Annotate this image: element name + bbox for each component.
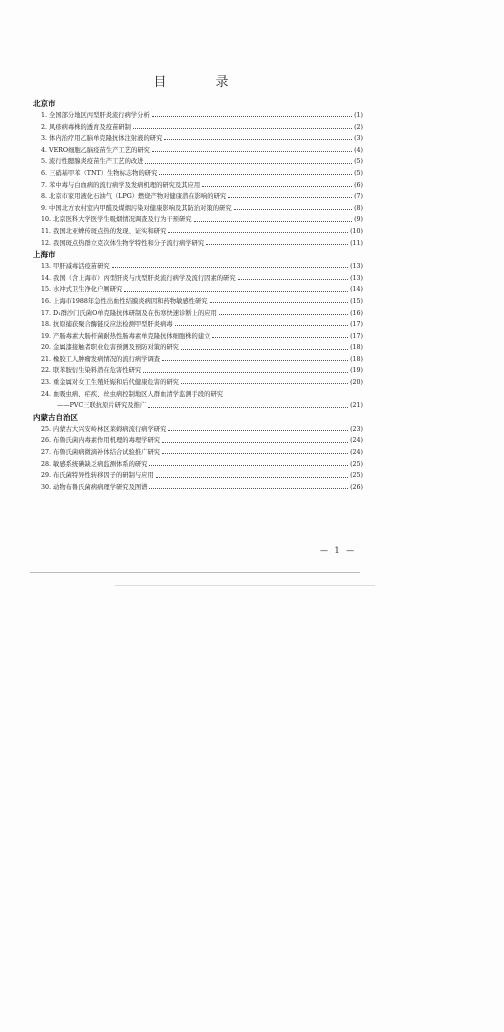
entry-page: (10) <box>350 227 363 235</box>
entry-page: (25) <box>350 472 363 480</box>
dot-leader <box>164 139 352 140</box>
entry-title: 北京市家用液化石油气（LPG）燃烧产物对健康潜在影响的研究 <box>49 193 227 201</box>
section-heading: 内蒙古自治区 <box>33 412 78 422</box>
toc-entry[interactable] <box>33 470 363 482</box>
dot-leader <box>159 174 352 175</box>
dot-leader <box>206 244 348 245</box>
toc-entry[interactable] <box>33 389 363 401</box>
dot-leader <box>143 372 348 373</box>
dot-leader <box>210 302 348 303</box>
entry-title: 北京医科大学医学生吸烟情况调查及行为干预研究 <box>53 216 192 224</box>
entry-number: 19. <box>41 332 52 340</box>
dot-leader <box>162 453 348 454</box>
entry-number: 3. <box>41 135 48 143</box>
toc-entry[interactable] <box>33 447 363 459</box>
entry-page: (13) <box>350 263 363 271</box>
toc-entry[interactable] <box>33 156 363 168</box>
entry-title: 中国北方农村室内甲醛及煤烟污染对健康影响及其防治对策的研究 <box>49 204 232 212</box>
entry-title: 布鲁氏菌内毒素作用机理的毒理学研究 <box>53 437 161 445</box>
toc-entry[interactable] <box>33 377 363 389</box>
entry-title: 联苯胺衍生染料潜在危害性研究 <box>53 367 142 375</box>
entry-number: 24. <box>41 390 52 398</box>
entry-page: (8) <box>354 204 363 212</box>
toc-entry[interactable] <box>33 342 363 354</box>
toc-entry-continuation[interactable] <box>33 400 363 412</box>
toc-entry[interactable] <box>33 435 363 447</box>
toc-entry[interactable] <box>33 331 363 343</box>
entry-number: 2. <box>41 123 48 131</box>
entry-title: 全国部分地区丙型肝炎流行病学分析 <box>49 112 150 119</box>
entry-title: 水冲式卫生净化户厕研究 <box>53 286 123 294</box>
toc-entry[interactable] <box>33 122 363 134</box>
entry-page: (17) <box>350 321 363 329</box>
entry-title: 敏感系统碘缺乏病监测体系的研究 <box>53 460 148 468</box>
entry-number: 9. <box>41 204 48 212</box>
entry-title: 我国北亚蜱传斑点热的发现、证实和研究 <box>53 227 167 235</box>
dot-leader <box>181 383 348 384</box>
page-title: 目 录 <box>153 75 247 90</box>
toc-entry[interactable] <box>33 354 363 366</box>
toc-entry[interactable] <box>33 238 363 250</box>
entry-page: (14) <box>350 286 363 294</box>
toc-entry[interactable] <box>33 424 363 436</box>
entry-number: 27. <box>41 449 52 457</box>
page-number: — 1 — <box>320 546 357 555</box>
entry-page: (25) <box>350 460 363 468</box>
toc-entry[interactable] <box>33 365 363 377</box>
toc-entry[interactable] <box>33 261 363 273</box>
table-of-contents <box>33 98 363 493</box>
toc-entry[interactable] <box>33 308 363 320</box>
dot-leader <box>156 477 348 478</box>
entry-page: (5) <box>354 158 363 166</box>
dot-leader <box>212 337 348 338</box>
toc-entry[interactable] <box>33 284 363 296</box>
entry-number: 5. <box>41 158 48 166</box>
entry-title: 体内治疗用乙脑单克隆抗体注射液的研究 <box>49 135 163 143</box>
toc-entry[interactable] <box>33 482 363 494</box>
toc-entry[interactable] <box>33 180 363 192</box>
entry-number: 11. <box>41 227 52 235</box>
dot-leader <box>168 232 348 233</box>
divider-line <box>30 572 360 573</box>
entry-number: 4. <box>41 146 48 154</box>
entry-page: (13) <box>350 274 363 282</box>
toc-entry[interactable] <box>33 296 363 308</box>
toc-entry[interactable] <box>33 459 363 471</box>
section-heading: 北京市 <box>33 99 56 108</box>
entry-page: (26) <box>350 483 363 491</box>
dot-leader <box>112 267 348 268</box>
entry-title: 三硝基甲苯（TNT）生物标志物的研究 <box>49 169 158 177</box>
dot-leader <box>152 116 352 117</box>
entry-title: 我国斑点热群立克次体生物学特性和分子流行病学研究 <box>53 239 205 247</box>
dot-leader <box>175 325 348 326</box>
entry-title: 布鲁氏菌病微滴补体结合试验推广研究 <box>53 449 161 457</box>
toc-entry[interactable] <box>33 145 363 157</box>
dot-leader <box>162 442 348 443</box>
entry-number: 28. <box>41 460 52 468</box>
entry-page: (24) <box>350 437 363 445</box>
dot-leader <box>149 488 348 489</box>
entry-title: 苯中毒与白血病的流行病学及发病机理的研究及其应用 <box>49 181 201 189</box>
entry-number: 21. <box>41 355 52 363</box>
entry-title: 内蒙古大兴安岭林区莱姆病流行病学研究 <box>53 425 167 433</box>
entry-page: (2) <box>354 123 363 131</box>
entry-title: 血吸虫病、疟疾、丝虫病控制地区人群血清学监测手段的研究 <box>53 390 224 398</box>
entry-number: 23. <box>41 379 52 387</box>
dot-leader <box>238 279 348 280</box>
entry-title: 抗原捕获聚合酶链反应法检测甲型肝炎病毒 <box>53 321 173 329</box>
dot-leader <box>181 349 348 350</box>
entry-number: 16. <box>41 297 52 305</box>
entry-title: 风疹病毒株的透育及疫苗研制 <box>49 123 131 131</box>
entry-number: 7. <box>41 181 48 189</box>
entry-page: (5) <box>354 169 363 177</box>
entry-title: VERO细胞乙脑疫苗生产工艺的研究 <box>49 146 150 154</box>
entry-page: (1) <box>354 112 363 119</box>
entry-number: 10. <box>41 216 52 224</box>
entry-number: 26. <box>41 437 52 445</box>
entry-title: 布氏菌特异性转移因子的研制与应用 <box>53 472 154 480</box>
entry-number: 20. <box>41 344 52 352</box>
entry-page: (20) <box>350 379 363 387</box>
entry-title: 流行性腮腺炎疫苗生产工艺的改进 <box>49 158 144 166</box>
dot-leader <box>162 360 348 361</box>
entry-subtitle: ——PVC三联抗原片研究及推广 <box>57 402 147 410</box>
entry-page: (24) <box>350 449 363 457</box>
dot-leader <box>148 407 348 408</box>
entry-page: (6) <box>354 181 363 189</box>
dot-leader <box>149 465 348 466</box>
entry-title: 重金属对女工生殖妊娠和后代健康危害的研究 <box>53 379 179 387</box>
toc-entry[interactable] <box>33 203 363 215</box>
entry-number: 1. <box>41 112 48 119</box>
dot-leader <box>124 291 348 292</box>
entry-page: (11) <box>350 239 363 247</box>
entry-page: (7) <box>354 193 363 201</box>
entry-page: (18) <box>350 344 363 352</box>
dot-leader <box>194 221 353 222</box>
entry-title: D₁群沙门氏菌O单克隆抗体研制及在伤寒快速诊断上的应用 <box>53 309 217 317</box>
entry-number: 25. <box>41 425 52 433</box>
dot-leader <box>168 430 348 431</box>
entry-page: (17) <box>350 332 363 340</box>
entry-title: 我国（含上海市）丙型肝炎与戊型肝炎流行病学及流行因素的研究 <box>53 274 236 282</box>
entry-number: 30. <box>41 483 52 491</box>
dot-leader <box>202 186 352 187</box>
dot-leader <box>145 163 352 164</box>
toc-entry[interactable] <box>33 214 363 226</box>
toc-entry[interactable] <box>33 273 363 285</box>
entry-page: (3) <box>354 135 363 143</box>
entry-page: (18) <box>350 355 363 363</box>
entry-title: 动物布鲁氏菌病病理学研究及图谱 <box>53 483 148 491</box>
toc-entry[interactable] <box>33 133 363 145</box>
entry-title: 橡胶工人肿瘤发病情况的流行病学调查 <box>53 355 161 363</box>
entry-number: 13. <box>41 263 52 271</box>
dot-leader <box>133 128 352 129</box>
entry-number: 17. <box>41 309 52 317</box>
dot-leader <box>228 197 352 198</box>
entry-page: (16) <box>350 309 363 317</box>
toc-entry[interactable] <box>33 168 363 180</box>
entry-number: 18. <box>41 321 52 329</box>
entry-page: (4) <box>354 146 363 154</box>
entry-title: 金属漆接触者职业危害预测及预防对策的研究 <box>53 344 179 352</box>
toc-entry[interactable] <box>33 110 363 122</box>
toc-entry[interactable] <box>33 226 363 238</box>
entry-number: 22. <box>41 367 52 375</box>
toc-entry[interactable] <box>33 191 363 203</box>
entry-title: 甲肝减毒活疫苗研究 <box>53 263 110 271</box>
entry-number: 15. <box>41 286 52 294</box>
dot-leader <box>234 209 352 210</box>
entry-page: (23) <box>350 425 363 433</box>
entry-number: 8. <box>41 193 48 201</box>
entry-title: 产肠毒素大肠杆菌耐热性肠毒素单克隆抗体细胞株的建立 <box>53 332 211 340</box>
divider-line <box>115 585 375 586</box>
entry-number: 6. <box>41 169 48 177</box>
section-heading: 上海市 <box>33 250 56 260</box>
entry-page: (15) <box>350 297 363 305</box>
entry-number: 14. <box>41 274 52 282</box>
dot-leader <box>219 314 348 315</box>
entry-title: 上海市1988年急性出血性结膜炎病因和药物敏感性研究 <box>53 297 208 305</box>
entry-number: 29. <box>41 472 52 480</box>
entry-page: (9) <box>354 216 363 224</box>
entry-number: 12. <box>41 239 52 247</box>
entry-page: (19) <box>350 367 363 375</box>
dot-leader <box>152 151 352 152</box>
entry-page: (21) <box>350 402 363 410</box>
toc-entry[interactable] <box>33 319 363 331</box>
